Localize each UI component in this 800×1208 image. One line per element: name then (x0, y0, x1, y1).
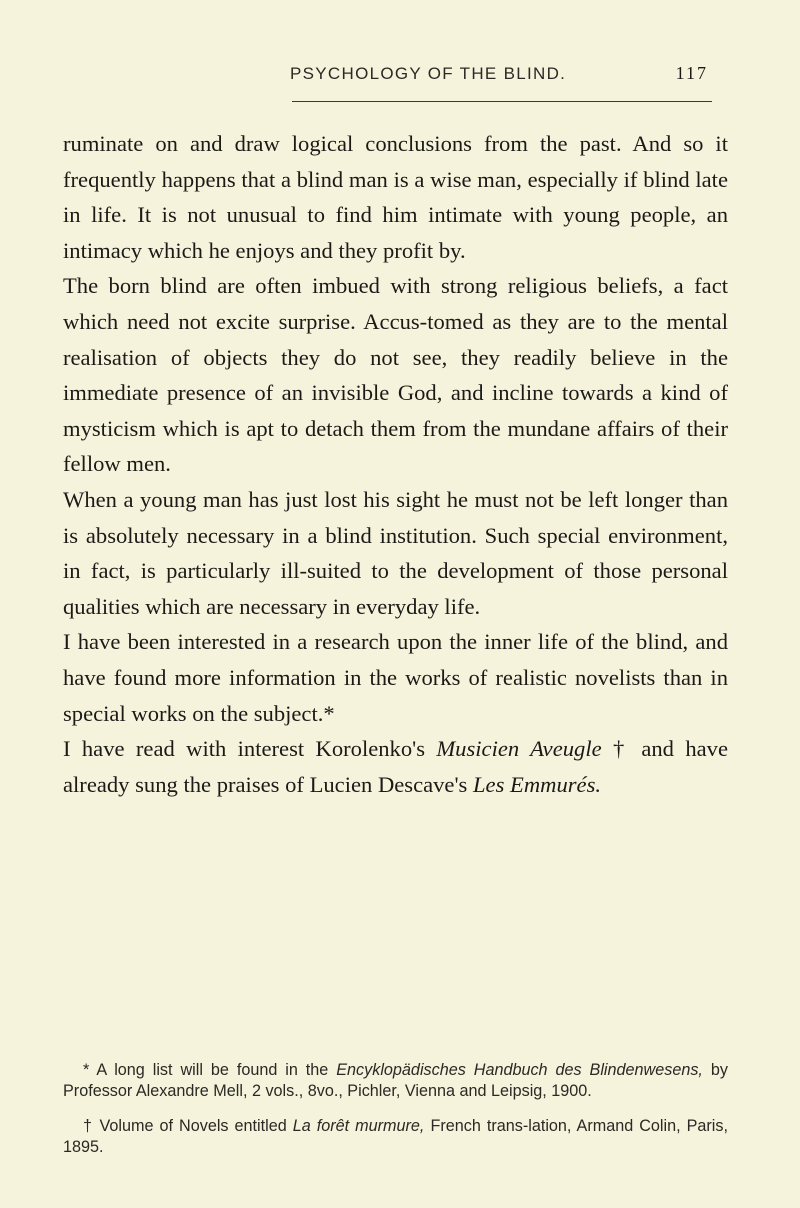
footnote-title-italic: Encyklopädisches Handbuch des Blindenwesens, (336, 1061, 703, 1079)
body-text (63, 126, 728, 802)
footnote-text: by Professor Alexandre Mell, 2 vols., 8vo., Pichler, Vienna and Leipsig, 1900. (63, 1061, 728, 1101)
page-header (290, 64, 730, 86)
text-segment: ruminate on and draw logical conclusions from the past. And so it frequently happens that a blind man is a wise man, especially if blind late in life. It is not unusual to find him intimate with young people, an intimacy which he enjoys and they profit by. (63, 131, 728, 263)
paragraph (63, 126, 728, 268)
text-segment: I have been interested in a research upon the inner life of the blind, and have found more information in the works of realistic novelists than in special works on the subject.* (63, 629, 728, 726)
text-segment: The born blind are often imbued with strong religious beliefs, a fact which need not excite surprise. Accus-tomed as they are to the mental realisation of objects they do not see, they readily believe in the immediate presence of an invisible God, and incline towards a kind of mysticism which is apt to detach them from the mundane affairs of their fellow men. (63, 273, 728, 477)
text-segment: I have read with interest Korolenko's (63, 736, 437, 762)
footnotes (63, 1060, 728, 1172)
footnote-title-italic: La forêt murmure, (292, 1116, 425, 1135)
paragraph (63, 268, 728, 482)
footnote-text: † Volume of Novels entitled (83, 1116, 293, 1135)
footnote (63, 1060, 728, 1103)
page-number: 117 (675, 63, 708, 83)
paragraph (63, 731, 728, 802)
footnote (63, 1116, 728, 1159)
header-rule (292, 101, 712, 102)
running-title: PSYCHOLOGY OF THE BLIND. (290, 64, 567, 83)
book-title-italic: Musicien Aveugle (436, 736, 602, 762)
text-segment: † and have already sung the praises of Lucien Descave's (63, 736, 728, 797)
text-segment: When a young man has just lost his sight he must not be left longer than is absolutely necessary in a blind institution. Such special environment, in fact, is particularly ill-suited to the development of those personal qualities which are necessary in everyday life. (63, 486, 728, 619)
footnote-text: * A long list will be found in the (83, 1061, 337, 1079)
paragraph (63, 624, 728, 731)
footnote-text: French trans-lation, Armand Colin, Paris, 1895. (63, 1116, 728, 1157)
paragraph (63, 482, 728, 624)
book-title-italic: Les Emmurés. (472, 771, 602, 797)
